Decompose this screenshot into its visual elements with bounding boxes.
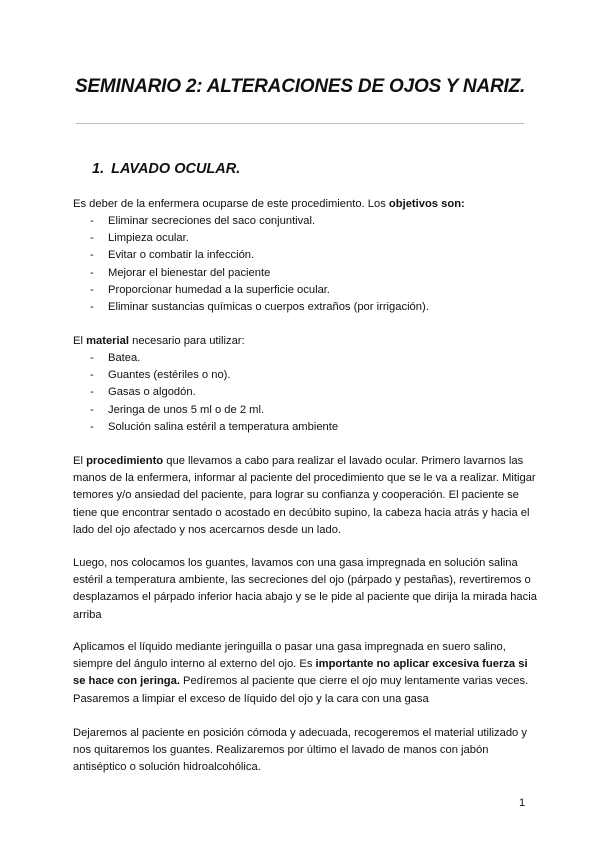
objectives-intro-text: Es deber de la enfermera ocuparse de este procedimiento. Los [73, 198, 389, 210]
procedure-bold: procedimiento [86, 455, 164, 467]
objectives-list [73, 213, 543, 316]
document-title: SEMINARIO 2: ALTERACIONES DE OJOS Y NARIZ. [74, 76, 526, 97]
material-intro: El material necesario para utilizar: [73, 335, 245, 347]
title-divider [76, 123, 524, 124]
luego-paragraph: Luego, nos colocamos los guantes, lavamos con una gasa impregnada en solución salina estéril a temperatura ambiente, las secreciones del ojo (párpado y pestañas), revertiremos o desplazamos el párpado inferior hacia abajo y se le pide al paciente que dirija la mirada hacia arriba [73, 557, 537, 621]
section-title: LAVADO OCULAR. [111, 161, 241, 177]
material-bold: material [86, 335, 129, 347]
procedure-paragraph: El procedimiento que llevamos a cabo para realizar el lavado ocular. Primero lavarnos las manos de la enfermera, informar al paciente del procedimiento que se le va a realizar. Mitigar temores y/o ansiedad del paciente, para lograr su confianza y cooperación. El paciente se tiene que encontrar sentado o acostado en decúbito supino, la cabeza hacia atrás y hacia el lado del ojo afectado y nos acercarnos desde un lado. [73, 455, 536, 536]
aplicamos-paragraph: Aplicamos el líquido mediante jeringuilla o pasar una gasa impregnada en suero salino, siempre del ángulo interno al externo del ojo. Es importante no aplicar excesiva fuerza si se hace con jeringa. Pedíremos al paciente que cierre el ojo muy lentamente varias veces. Pasaremos a limpiar el exceso de líquido del ojo y la cara con una gasa [73, 641, 529, 705]
important-warning: importante no aplicar excesiva fuerza si se hace con jeringa. [73, 658, 528, 688]
list-item: - Gasas o algodón. [90, 386, 196, 399]
page-number: 1 [519, 797, 526, 809]
list-item: - Guantes (estériles o no). [90, 369, 231, 382]
list-item: - Solución salina estéril a temperatura ambiente [90, 420, 339, 433]
list-item: - Evitar o combatir la infección. [90, 249, 255, 262]
list-item: - Mejorar el bienestar del paciente [90, 266, 271, 279]
section-number: 1. [92, 161, 105, 177]
list-item: - Proporcionar humedad a la superficie ocular. [90, 283, 331, 296]
list-item: - Limpieza ocular. [90, 232, 189, 245]
objectives-intro-bold: objetivos son: [388, 198, 465, 210]
material-list [73, 350, 543, 436]
list-item: - Batea. [90, 352, 141, 364]
list-item: - Eliminar secreciones del saco conjuntival. [90, 215, 316, 227]
final-paragraph: Dejaremos al paciente en posición cómoda y adecuada, recogeremos el material utilizado y nos quitaremos los guantes. Realizaremos por último el lavado de manos con jabón antiséptico o solución hidroalcohólica. [73, 727, 527, 774]
objectives-intro [73, 196, 543, 213]
section-heading [92, 161, 240, 177]
list-item: - Eliminar sustancias químicas o cuerpos extraños (por irrigación). [90, 301, 429, 314]
list-item: - Jeringa de unos 5 ml o de 2 ml. [90, 403, 265, 416]
